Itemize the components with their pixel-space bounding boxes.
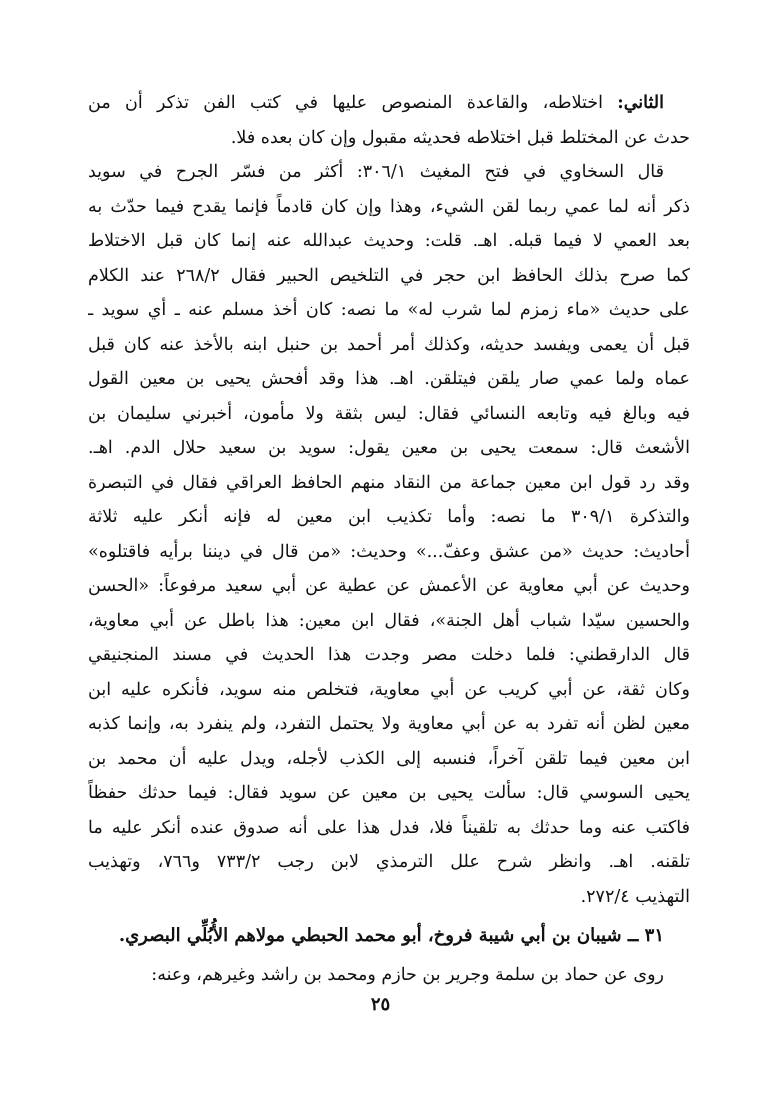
text-line xyxy=(88,259,690,294)
line-text: معين لظن أنه تفرد به عن أبي معاوية ولا يحتمل التفرد، ولم ينفرد به، وإنما كذبه xyxy=(88,714,690,734)
line-text: أحاديث: حديث «من عشق وعفّ...» وحديث: «من قال في ديننا برأيه فاقتلوه» xyxy=(88,541,690,562)
line-text: والحسين سيّدا شباب أهل الجنة»، فقال ابن معين: هذا باطل عن أبي معاوية، xyxy=(88,610,690,631)
line-text: تلقنه. اهـ. وانظر شرح علل الترمذي لابن رجب ٧٣٣/٢ و٧٦٦، وتهذيب xyxy=(88,852,690,872)
line-text: يحيى السوسي قال: سألت يحيى بن معين عن سويد فقال: فيما حدثك حفظاً xyxy=(88,783,690,803)
line-text: وكان ثقة، عن أبي كريب عن أبي معاوية، فتخلص منه سويد، فأنكره عليه ابن xyxy=(88,679,690,700)
line-text: وقد رد قول ابن معين جماعة من النقاد منهم الحافظ العراقي فقال في التبصرة xyxy=(88,472,690,493)
line-text: ذكر أنه لما عمي ربما لقن الشيء، وهذا وإن كان قادماً فإنما يقدح فيما حدّث به xyxy=(88,196,690,217)
line-text: التهذيب ٢٧٢/٤. xyxy=(580,886,690,907)
lead-word: الثاني: xyxy=(617,93,664,113)
text-line xyxy=(88,776,690,811)
text-line xyxy=(88,880,690,915)
text-line xyxy=(88,742,690,777)
entry-heading xyxy=(88,914,690,958)
line-text: والتذكرة ٣٠٩/١ ما نصه: وأما تكذيب ابن معين له فإنه أنكر عليه ثلاثة xyxy=(88,507,690,527)
text-line xyxy=(88,224,690,259)
text-line xyxy=(88,673,690,708)
line-text: حدث عن المختلط قبل اختلاطه فحديثه مقبول وإن كان بعده فلا. xyxy=(230,127,690,148)
text-line xyxy=(88,431,690,466)
line-text: ابن معين فيما تلقن آخراً، فنسبه إلى الكذب لأجله، ويدل عليه أن محمد بن xyxy=(88,748,690,769)
line-text: روى عن حماد بن سلمة وجرير بن حازم ومحمد بن راشد وغيرهم، وعنه: xyxy=(151,965,664,985)
text-line xyxy=(88,190,690,225)
text-line xyxy=(88,293,690,328)
line-text: فاكتب عنه وما حدثك به تلقيناً فلا، فدل هذا على أنه صدوق عنده أنكر عليه ما xyxy=(88,817,690,838)
line-text: قال الدارقطني: فلما دخلت مصر وجدت هذا الحديث في مسند المنجنيقي xyxy=(88,645,690,665)
text-line xyxy=(88,811,690,846)
text-line xyxy=(88,500,690,535)
text-line xyxy=(88,707,690,742)
line-text: وحديث عن أبي معاوية عن الأعمش عن عطية عن أبي سعيد مرفوعاً: «الحسن xyxy=(88,576,690,596)
text-line xyxy=(88,845,690,880)
line-text: ٣١ ــ شيبان بن أبي شيبة فروخ، أبو محمد الحبطي مولاهم الأُبُلِّي البصري. xyxy=(118,925,664,946)
text-line xyxy=(88,86,690,121)
line-text: على حديث «ماء زمزم لما شرب له» ما نصه: كان أخذ مسلم عنه ـ أي سويد ـ xyxy=(88,300,690,320)
line-text: بعد العمي لا فيما قبله. اهـ. قلت: وحديث عبدالله عنه إنما كان قبل الاختلاط xyxy=(88,231,690,251)
text-line xyxy=(88,155,690,190)
line-text: قال السخاوي في فتح المغيث ٣٠٦/١: أكثر من فسّر الجرح في سويد xyxy=(88,162,664,182)
line-text: الأشعث قال: سمعت يحيى بن معين يقول: سويد بن سعيد حلال الدم. اهـ. xyxy=(88,438,690,458)
text-line xyxy=(88,121,690,156)
text-line xyxy=(88,466,690,501)
line-text: قبل أن يعمى ويفسد حديثه، وكذلك أمر أحمد بن حنبل ابنه بالأخذ عنه كان قبل xyxy=(88,334,690,355)
text-line xyxy=(88,958,690,993)
text-line xyxy=(88,569,690,604)
body-text xyxy=(88,86,690,993)
line-text: كما صرح بذلك الحافظ ابن حجر في التلخيص الحبير فقال ٢٦٨/٢ عند الكلام xyxy=(88,265,690,286)
text-line xyxy=(88,535,690,570)
line-text: عماه ولما عمي صار يلقن فيتلقن. اهـ. هذا وقد أفحش يحيى بن معين القول xyxy=(88,369,690,389)
text-line xyxy=(88,328,690,363)
line-text: اختلاطه، والقاعدة المنصوص عليها في كتب الفن تذكر أن من xyxy=(88,93,618,113)
text-line xyxy=(88,638,690,673)
line-text: فيه وبالغ فيه وتابعه النسائي فقال: ليس بثقة ولا مأمون، أخبرني سليمان بن xyxy=(88,403,690,424)
text-line xyxy=(88,397,690,432)
page-number: ٢٥ xyxy=(370,994,391,1015)
text-line xyxy=(88,604,690,639)
text-line xyxy=(88,362,690,397)
